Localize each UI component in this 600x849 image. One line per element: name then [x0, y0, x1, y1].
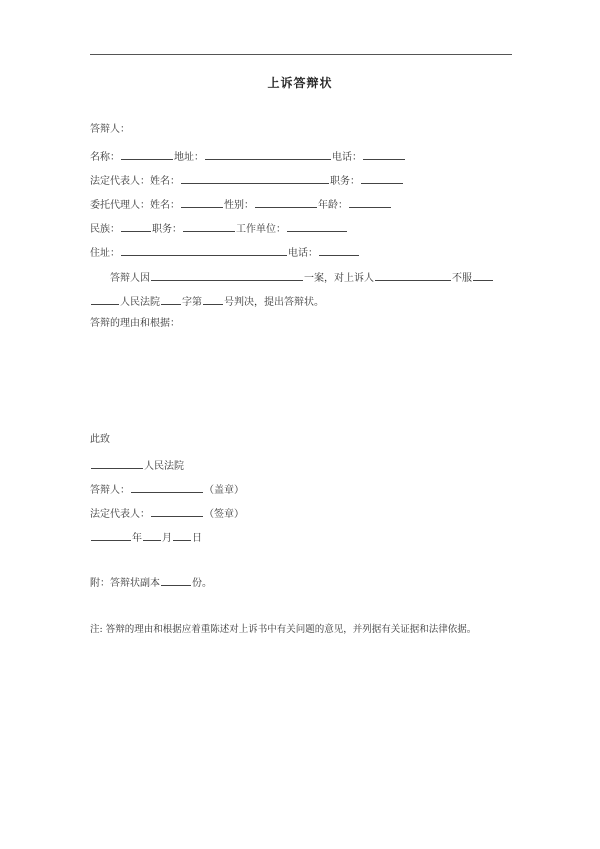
closing-court-suffix: 人民法院 — [144, 461, 184, 472]
row-ethnicity — [90, 221, 348, 237]
ethnicity-position-blank — [183, 221, 235, 232]
body-part-5: 字第 — [182, 297, 202, 308]
body-line-2 — [90, 294, 324, 310]
header-rule — [90, 54, 512, 55]
closing-respondent-line — [90, 482, 244, 498]
name-blank — [121, 149, 173, 160]
work-unit-blank — [287, 221, 347, 232]
attachment-suffix: 份。 — [192, 578, 212, 589]
copies-blank — [161, 575, 191, 586]
row-name — [90, 149, 406, 165]
closing-court-blank — [91, 458, 143, 469]
phone-label: 电话： — [332, 152, 362, 163]
ethnicity-position-label: 职务： — [152, 224, 182, 235]
dissatisfied-blank — [473, 270, 493, 281]
reasons-heading: 答辩的理由和根据： — [90, 318, 180, 329]
closing-respondent-blank — [131, 482, 203, 493]
closing-legal-rep-label: 法定代表人： — [90, 509, 150, 520]
row-residence — [90, 245, 360, 261]
case-number-blank — [203, 294, 223, 305]
age-blank — [349, 197, 391, 208]
closing-legal-rep-blank — [151, 506, 203, 517]
attachment-prefix: 附：答辩状副本 — [90, 578, 160, 589]
agent-label: 委托代理人：姓名： — [90, 200, 180, 211]
month-blank — [143, 530, 161, 541]
year-label: 年 — [132, 533, 142, 544]
closing-legal-rep-line — [90, 506, 244, 522]
day-label: 日 — [192, 533, 202, 544]
case-blank — [151, 270, 303, 281]
legal-rep-position-blank — [361, 173, 403, 184]
appellant-blank — [375, 270, 451, 281]
body-part-6: 号判决，提出答辩状。 — [224, 297, 324, 308]
legal-rep-name-blank — [181, 173, 329, 184]
age-label: 年龄： — [318, 200, 348, 211]
phone-blank — [363, 149, 405, 160]
closing-court-line — [90, 458, 184, 474]
body-part-3: 不服 — [452, 273, 472, 284]
ethnicity-blank — [121, 221, 151, 232]
gender-label: 性别： — [224, 200, 254, 211]
closing-date-line — [90, 530, 202, 546]
work-unit-label: 工作单位： — [236, 224, 286, 235]
gender-blank — [255, 197, 317, 208]
residence-blank — [121, 245, 287, 256]
legal-rep-position-label: 职务： — [330, 176, 360, 187]
address-blank — [205, 149, 331, 160]
legal-rep-label: 法定代表人：姓名： — [90, 176, 180, 187]
closing-respondent-label: 答辩人： — [90, 485, 130, 496]
respondent-heading: 答辩人： — [90, 124, 130, 135]
residence-phone-blank — [319, 245, 359, 256]
address-label: 地址： — [174, 152, 204, 163]
day-blank — [173, 530, 191, 541]
agent-name-blank — [181, 197, 223, 208]
row-agent — [90, 197, 392, 213]
court-blank — [91, 294, 119, 305]
residence-label: 住址： — [90, 248, 120, 259]
seal-note: （盖章） — [204, 485, 244, 496]
case-prefix-blank — [161, 294, 181, 305]
body-part-2: 一案，对上诉人 — [304, 273, 374, 284]
month-label: 月 — [162, 533, 172, 544]
body-part-1: 答辩人因 — [110, 273, 150, 284]
footnote: 注: 答辩的理由和根据应着重陈述对上诉书中有关问题的意见，并列据有关证据和法律依据。 — [90, 624, 477, 635]
document-title: 上诉答辩状 — [267, 76, 333, 90]
name-label: 名称： — [90, 152, 120, 163]
closing-salutation: 此致 — [90, 434, 110, 445]
residence-phone-label: 电话： — [288, 248, 318, 259]
body-part-4: 人民法院 — [120, 297, 160, 308]
row-legal-rep — [90, 173, 404, 189]
attachment-line — [90, 575, 212, 591]
body-line-1 — [110, 270, 494, 286]
ethnicity-label: 民族： — [90, 224, 120, 235]
sign-note: （签章） — [204, 509, 244, 520]
year-blank — [91, 530, 131, 541]
